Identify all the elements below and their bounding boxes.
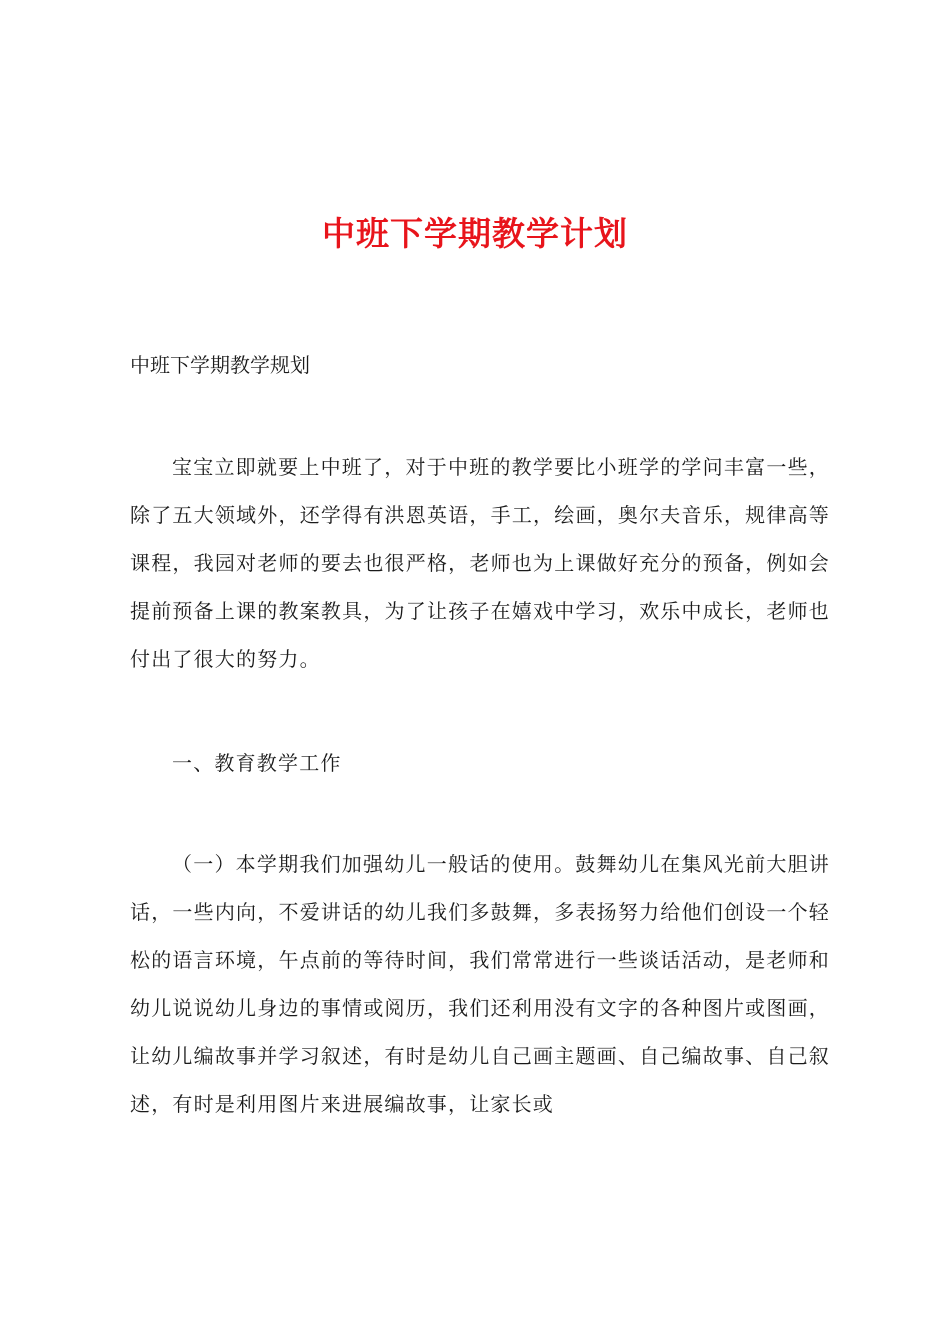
document-title: 中班下学期教学计划 xyxy=(322,214,628,253)
document-subheading: 中班下学期教学规划 xyxy=(130,353,310,377)
intro-paragraph: 宝宝立即就要上中班了，对于中班的教学要比小班学的学问丰富一些，除了五大领域外，还学得有洪恩英语，手工，绘画，奥尔夫音乐，规律高等课程，我园对老师的要去也很严格，老师也为上课做好充分的预备，例如会提前预备上课的教案教具，为了让孩子在嬉戏中学习，欢乐中成长，老师也付出了很大的努力。 xyxy=(130,455,830,671)
section-heading-education: 一、教育教学工作 xyxy=(172,751,342,775)
section-paragraph-mandarin: （一）本学期我们加强幼儿一般话的使用。鼓舞幼儿在集风光前大胆讲话，一些内向，不爱讲话的幼儿我们多鼓舞，多表扬努力给他们创设一个轻松的语言环境，午点前的等待时间，我们常常进行一些谈话活动，是老师和幼儿说说幼儿身边的事情或阅历，我们还利用没有文字的各种图片或图画，让幼儿编故事并学习叙述，有时是幼儿自己画主题画、自己编故事、自己叙述，有时是利用图片来进展编故事，让家长或 xyxy=(130,852,830,1116)
